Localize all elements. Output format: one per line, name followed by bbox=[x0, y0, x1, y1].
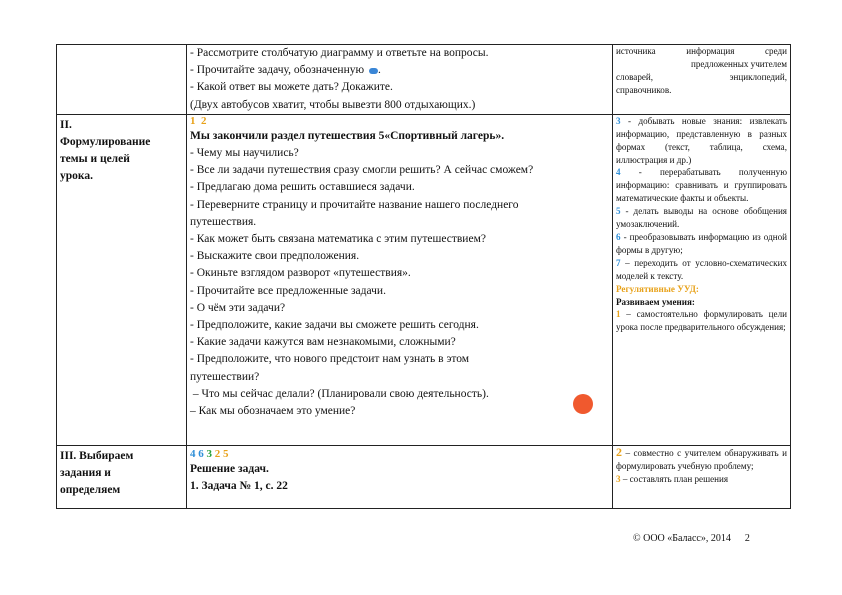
uud-item: 3 – составлять план решения bbox=[616, 473, 729, 484]
uud-number: 4 bbox=[190, 447, 196, 460]
uud-cell bbox=[613, 445, 791, 508]
text-line: (Двух автобусов хватит, чтобы вывезти 800 отдыхающих.) bbox=[190, 98, 476, 111]
uud-subtitle: Развиваем умения: bbox=[616, 296, 695, 307]
stage-title-line: Формулирование bbox=[60, 135, 151, 148]
uud-number: 5 bbox=[223, 447, 229, 460]
text-line: справочников. bbox=[616, 84, 672, 95]
task-reference: 1. Задача № 1, с. 22 bbox=[190, 480, 288, 493]
text-line: путешествия. bbox=[190, 215, 257, 228]
text-line: - Окиньте взглядом разворот «путешествия». bbox=[190, 267, 411, 280]
section-heading: Решение задач. bbox=[190, 462, 269, 475]
stage-title-line: задания и bbox=[60, 466, 111, 479]
uud-item: 5 - делать выводы на основе обобщения умозаключений. bbox=[616, 206, 787, 230]
text-line: - Предположите, что нового предстоит нам узнать в этом bbox=[190, 353, 470, 366]
copyright-text: © ООО «Баласс», 2014 bbox=[633, 533, 731, 544]
activity-cell bbox=[187, 114, 613, 445]
uud-number: 6 bbox=[198, 447, 204, 460]
uud-item: 3 - добывать новые знания: извлекать информацию, представленную в разных формах (текст, таблица, схема, иллюстрация и др.) bbox=[616, 115, 787, 165]
text-line: предложенных учителем bbox=[690, 58, 787, 69]
page-number: 2 bbox=[744, 533, 750, 544]
text-line: - Прочитайте все предложенные задачи. bbox=[190, 284, 386, 297]
stage-cell bbox=[57, 114, 187, 445]
uud-number: 1 bbox=[190, 114, 196, 127]
stage-title-line: темы и целей bbox=[60, 152, 130, 165]
stage-title-line: определяем bbox=[60, 483, 121, 496]
uud-item: 1 – самостоятельно формулировать цели урока после предварительного обсуждения; bbox=[616, 309, 787, 333]
table-row bbox=[57, 445, 791, 508]
lesson-table bbox=[56, 44, 791, 509]
table-row bbox=[57, 45, 791, 115]
stage-number: II. bbox=[60, 118, 72, 131]
uud-cell bbox=[613, 114, 791, 445]
text-line: - Переверните страницу и прочитайте название нашего последнего bbox=[190, 198, 519, 211]
text-line: – Как мы обозначаем это умение? bbox=[190, 405, 356, 418]
stage-title-line: III. Выбираем bbox=[60, 449, 134, 462]
section-heading: Мы закончили раздел путешествия 5«Спортивный лагерь». bbox=[190, 129, 505, 142]
text-line: путешествии? bbox=[190, 370, 260, 383]
text-line: - Какие задачи кажутся вам незнакомыми, сложными? bbox=[190, 336, 456, 349]
uud-cell bbox=[613, 45, 791, 115]
uud-number: 2 bbox=[214, 447, 221, 460]
activity-cell bbox=[187, 445, 613, 508]
table-row bbox=[57, 114, 791, 445]
text-line: - Рассмотрите столбчатую диаграмму и ответьте на вопросы. bbox=[190, 47, 489, 59]
uud-item: 4 - перерабатывать полученную информацию: сравнивать и группировать математические факты и объекты. bbox=[616, 167, 787, 204]
blue-marker-icon bbox=[369, 68, 378, 74]
text-line: - Все ли задачи путешествия сразу смогли решить? А сейчас сможем? bbox=[190, 164, 534, 177]
uud-number: 3 bbox=[206, 447, 212, 460]
text-line: - Чему мы научились? bbox=[190, 147, 299, 160]
text-line: источника информация среди bbox=[616, 46, 787, 56]
stage-title-line: урока. bbox=[60, 169, 93, 182]
uud-item: 2 – совместно с учителем обнаруживать и формулировать учебную проблему; bbox=[616, 444, 787, 471]
text-line: - Выскажите свои предположения. bbox=[190, 250, 360, 263]
uud-number: 2 bbox=[201, 114, 207, 127]
stage-cell-empty bbox=[57, 45, 187, 115]
stage-cell bbox=[57, 445, 187, 508]
text-line: - О чём эти задачи? bbox=[190, 301, 286, 314]
activity-cell bbox=[187, 45, 613, 115]
uud-item: 7 – переходить от условно-схематических моделей к тексту. bbox=[616, 257, 787, 281]
text-line: - Прочитайте задачу, обозначенную . bbox=[190, 64, 381, 77]
text-line: - Предположите, какие задачи вы сможете решить сегодня. bbox=[190, 319, 479, 332]
text-line: - Какой ответ вы можете дать? Докажите. bbox=[190, 81, 393, 94]
text-line: - Как может быть связана математика с этим путешествием? bbox=[190, 233, 486, 246]
text-line: – Что мы сейчас делали? (Планировали свою деятельность). bbox=[190, 387, 489, 400]
orange-circle-icon bbox=[573, 394, 593, 414]
text-line: словарей, энциклопедий, bbox=[616, 71, 787, 82]
text-line: - Предлагаю дома решить оставшиеся задачи. bbox=[190, 181, 415, 194]
uud-category-title: Регулятивные УУД: bbox=[616, 283, 699, 294]
page-footer bbox=[633, 533, 750, 544]
uud-number-list bbox=[190, 446, 609, 461]
uud-number-list bbox=[190, 115, 609, 128]
uud-item: 6 - преобразовывать информацию из одной формы в другую; bbox=[616, 231, 787, 255]
